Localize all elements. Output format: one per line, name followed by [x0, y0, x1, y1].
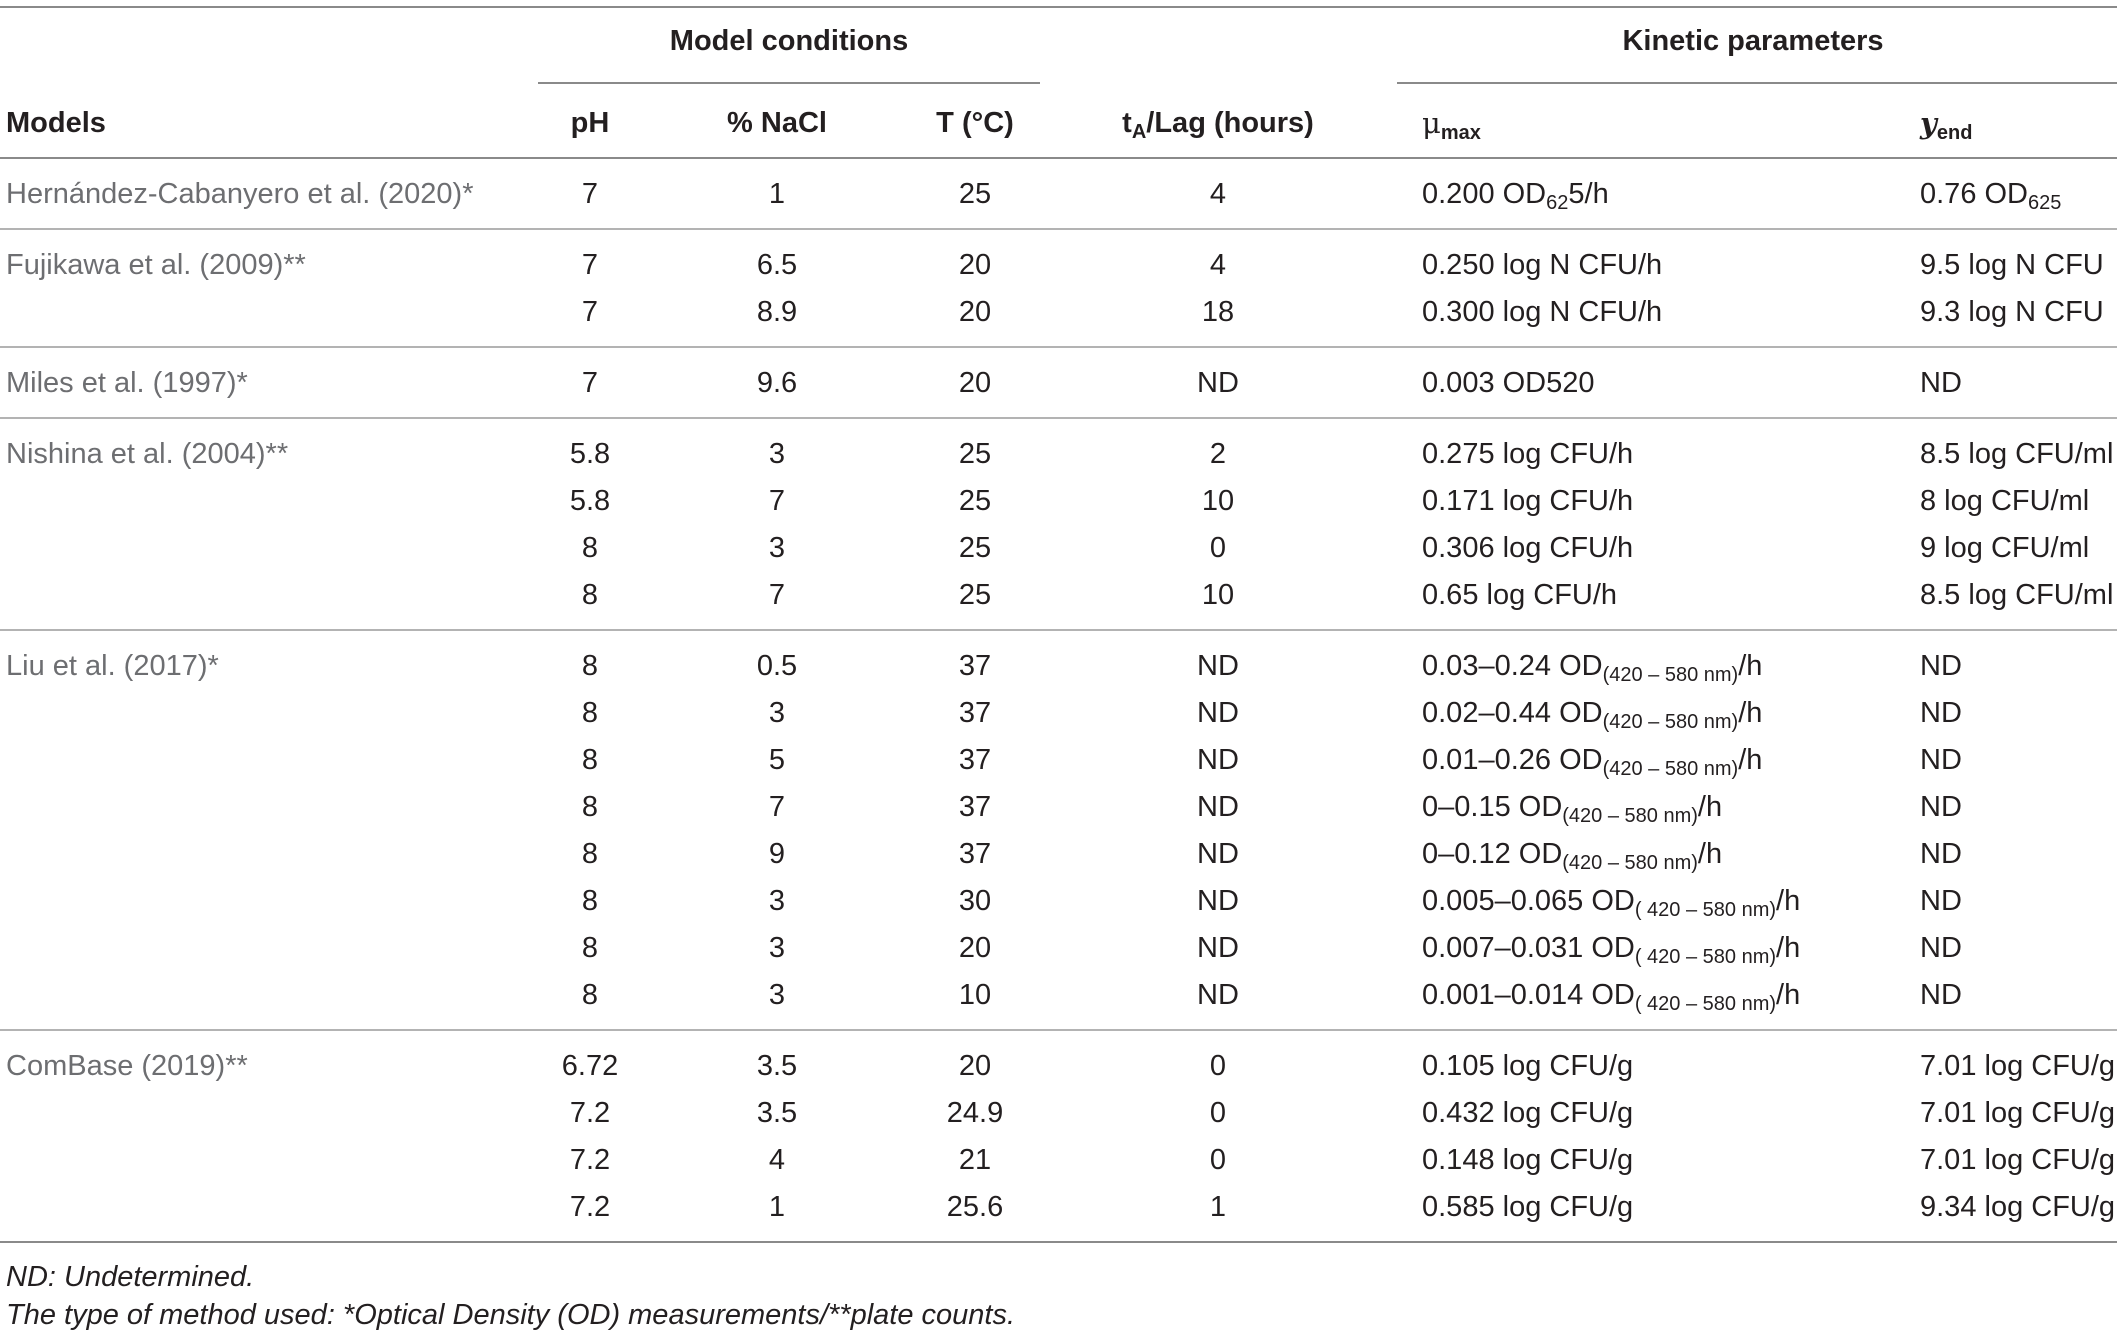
cell-mu-max: 0.03–0.24 $OD_{(420 - 580 nm)}/h$: [1422, 650, 1763, 686]
cell-temperature: 20: [958, 367, 992, 399]
cell-lag: 0: [1209, 1050, 1227, 1082]
cell-nacl: 1: [768, 178, 786, 210]
cell-mu-max: 0.306 log CFU/h: [1422, 532, 1634, 564]
cell-ph: 7: [581, 296, 599, 328]
group-separator: [0, 629, 2117, 631]
cell-y-end: 0.76 $OD_{625}$: [1920, 178, 2062, 214]
cell-mu-max: 0.02–0.44 $OD_{(420 - 580 nm)}/h$: [1422, 697, 1763, 733]
cell-y-end: ND: [1920, 697, 1962, 729]
cell-ph: 7: [581, 178, 599, 210]
cell-ph: 7.2: [569, 1191, 611, 1223]
group-separator: [0, 1029, 2117, 1031]
cell-lag: 0: [1209, 1144, 1227, 1176]
cell-temperature: 37: [958, 791, 992, 823]
cell-lag: ND: [1197, 744, 1239, 776]
cell-mu-max: 0.275 log CFU/h: [1422, 438, 1634, 470]
cell-lag: ND: [1197, 932, 1239, 964]
cell-temperature: 25: [958, 178, 992, 210]
cell-lag: 10: [1201, 485, 1235, 517]
cell-nacl: 8.9: [756, 296, 798, 328]
cell-y-end: 9.34 log CFU/g: [1920, 1191, 2116, 1223]
group-separator: [0, 228, 2117, 230]
header-rule: [0, 157, 2117, 159]
model-name: Liu et al. (2017)*: [6, 650, 219, 682]
cell-lag: 2: [1209, 438, 1227, 470]
cell-nacl: 1: [768, 1191, 786, 1223]
cell-nacl: 7: [768, 579, 786, 611]
cell-temperature: 20: [958, 249, 992, 281]
footnote-method: The type of method used: *Optical Density (OD) measurements/**plate counts.: [6, 1299, 1016, 1331]
group-separator: [0, 1241, 2117, 1243]
model-name: Fujikawa et al. (2009)**: [6, 249, 306, 281]
cell-mu-max: 0.585 log CFU/g: [1422, 1191, 1634, 1223]
cell-temperature: 25: [958, 532, 992, 564]
cell-mu-max: 0.300 log N CFU/h: [1422, 296, 1663, 328]
cell-y-end: ND: [1920, 838, 1962, 870]
cell-temperature: 25: [958, 438, 992, 470]
model-name: ComBase (2019)**: [6, 1050, 248, 1082]
group-underline-model-conditions: [538, 82, 1040, 84]
cell-y-end: ND: [1920, 979, 1962, 1011]
model-name: Miles et al. (1997)*: [6, 367, 248, 399]
cell-mu-max: 0.105 log CFU/g: [1422, 1050, 1634, 1082]
cell-mu-max: 0–0.15 $OD_{(420 - 580 nm)}/h$: [1422, 791, 1723, 827]
cell-y-end: 8 log CFU/ml: [1920, 485, 2090, 517]
col-header-nacl: % NaCl: [727, 107, 827, 139]
cell-mu-max: 0.005–0.065 $OD_{( 420 - 580 nm)}/h$: [1422, 885, 1801, 921]
cell-lag: 18: [1201, 296, 1235, 328]
top-rule: [0, 6, 2117, 8]
cell-y-end: 9.5 log N CFU: [1920, 249, 2104, 281]
cell-temperature: 25: [958, 579, 992, 611]
cell-nacl: 4: [768, 1144, 786, 1176]
cell-ph: 8: [581, 885, 599, 917]
cell-temperature: 30: [958, 885, 992, 917]
cell-nacl: 3.5: [756, 1097, 798, 1129]
cell-mu-max: 0.001–0.014 $OD_{( 420 - 580 nm)}/h$: [1422, 979, 1801, 1015]
cell-nacl: 3: [768, 532, 786, 564]
cell-nacl: 9.6: [756, 367, 798, 399]
cell-ph: 8: [581, 979, 599, 1011]
cell-ph: 8: [581, 838, 599, 870]
cell-nacl: 0.5: [756, 650, 798, 682]
cell-lag: 1: [1209, 1191, 1227, 1223]
cell-ph: 6.72: [561, 1050, 619, 1082]
cell-y-end: 9 log CFU/ml: [1920, 532, 2090, 564]
col-header-ph: pH: [570, 107, 610, 139]
col-header-lag: $t_A$/Lag (hours): [1122, 107, 1314, 143]
cell-y-end: ND: [1920, 932, 1962, 964]
col-header-models: Models: [6, 107, 106, 139]
cell-temperature: 37: [958, 744, 992, 776]
cell-y-end: 7.01 log CFU/g: [1920, 1097, 2116, 1129]
cell-nacl: 3: [768, 885, 786, 917]
cell-nacl: 9: [768, 838, 786, 870]
cell-mu-max: 0.250 log N CFU/h: [1422, 249, 1663, 281]
cell-temperature: 20: [958, 1050, 992, 1082]
cell-y-end: ND: [1920, 791, 1962, 823]
cell-ph: 8: [581, 791, 599, 823]
cell-mu-max: 0.01–0.26 $OD_{(420 - 580 nm)}/h$: [1422, 744, 1763, 780]
cell-ph: 7.2: [569, 1097, 611, 1129]
cell-temperature: 21: [958, 1144, 992, 1176]
cell-nacl: 7: [768, 485, 786, 517]
col-header-mu-max: $\mu_{max}$: [1422, 106, 1481, 144]
cell-ph: 8: [581, 532, 599, 564]
cell-temperature: 37: [958, 838, 992, 870]
cell-nacl: 3: [768, 438, 786, 470]
group-separator: [0, 346, 2117, 348]
group-header-model-conditions: Model conditions: [669, 25, 909, 57]
col-header-temperature: T (°C): [936, 107, 1014, 139]
cell-ph: 7: [581, 249, 599, 281]
cell-nacl: 3: [768, 697, 786, 729]
cell-y-end: ND: [1920, 744, 1962, 776]
group-separator: [0, 417, 2117, 419]
cell-lag: ND: [1197, 697, 1239, 729]
cell-nacl: 6.5: [756, 249, 798, 281]
cell-lag: 0: [1209, 1097, 1227, 1129]
model-name: Nishina et al. (2004)**: [6, 438, 289, 470]
model-name: Hernández-Cabanyero et al. (2020)*: [6, 178, 474, 210]
cell-temperature: 20: [958, 296, 992, 328]
cell-ph: 8: [581, 579, 599, 611]
group-underline-kinetic-parameters: [1397, 82, 2117, 84]
cell-ph: 5.8: [569, 438, 611, 470]
cell-lag: ND: [1197, 791, 1239, 823]
cell-y-end: 7.01 log CFU/g: [1920, 1144, 2116, 1176]
cell-lag: ND: [1197, 885, 1239, 917]
cell-mu-max: 0.007–0.031 $OD_{( 420 - 580 nm)}/h$: [1422, 932, 1801, 968]
cell-y-end: 8.5 log CFU/ml: [1920, 579, 2114, 611]
cell-ph: 7: [581, 367, 599, 399]
cell-mu-max: 0.171 log CFU/h: [1422, 485, 1634, 517]
cell-y-end: 9.3 log N CFU: [1920, 296, 2104, 328]
cell-y-end: ND: [1920, 650, 1962, 682]
cell-y-end: 7.01 log CFU/g: [1920, 1050, 2116, 1082]
cell-ph: 8: [581, 650, 599, 682]
cell-mu-max: 0–0.12 $OD_{(420 - 580 nm)}/h$: [1422, 838, 1723, 874]
cell-temperature: 24.9: [946, 1097, 1004, 1129]
cell-lag: 10: [1201, 579, 1235, 611]
cell-lag: ND: [1197, 979, 1239, 1011]
cell-nacl: 3: [768, 932, 786, 964]
cell-ph: 8: [581, 744, 599, 776]
cell-y-end: ND: [1920, 885, 1962, 917]
cell-y-end: 8.5 log CFU/ml: [1920, 438, 2114, 470]
cell-temperature: 10: [958, 979, 992, 1011]
cell-lag: 4: [1209, 249, 1227, 281]
cell-lag: ND: [1197, 838, 1239, 870]
group-header-kinetic-parameters: Kinetic parameters: [1622, 25, 1884, 57]
cell-temperature: 20: [958, 932, 992, 964]
cell-y-end: ND: [1920, 367, 1962, 399]
cell-mu-max: 0.200 $OD_{62}5/h$: [1422, 178, 1609, 214]
cell-lag: ND: [1197, 650, 1239, 682]
cell-lag: 4: [1209, 178, 1227, 210]
cell-nacl: 3.5: [756, 1050, 798, 1082]
cell-ph: 5.8: [569, 485, 611, 517]
cell-ph: 8: [581, 697, 599, 729]
cell-lag: 0: [1209, 532, 1227, 564]
cell-mu-max: 0.003 OD520: [1422, 367, 1595, 399]
cell-mu-max: 0.148 log CFU/g: [1422, 1144, 1634, 1176]
footnote-nd: ND: Undetermined.: [6, 1261, 255, 1293]
cell-temperature: 37: [958, 650, 992, 682]
cell-nacl: 7: [768, 791, 786, 823]
cell-mu-max: 0.432 log CFU/g: [1422, 1097, 1634, 1129]
cell-lag: ND: [1197, 367, 1239, 399]
cell-temperature: 37: [958, 697, 992, 729]
cell-temperature: 25: [958, 485, 992, 517]
col-header-y-end: $y_{end}$: [1920, 106, 1973, 144]
cell-ph: 7.2: [569, 1144, 611, 1176]
cell-temperature: 25.6: [946, 1191, 1004, 1223]
cell-nacl: 5: [768, 744, 786, 776]
cell-nacl: 3: [768, 979, 786, 1011]
cell-mu-max: 0.65 log CFU/h: [1422, 579, 1618, 611]
cell-ph: 8: [581, 932, 599, 964]
